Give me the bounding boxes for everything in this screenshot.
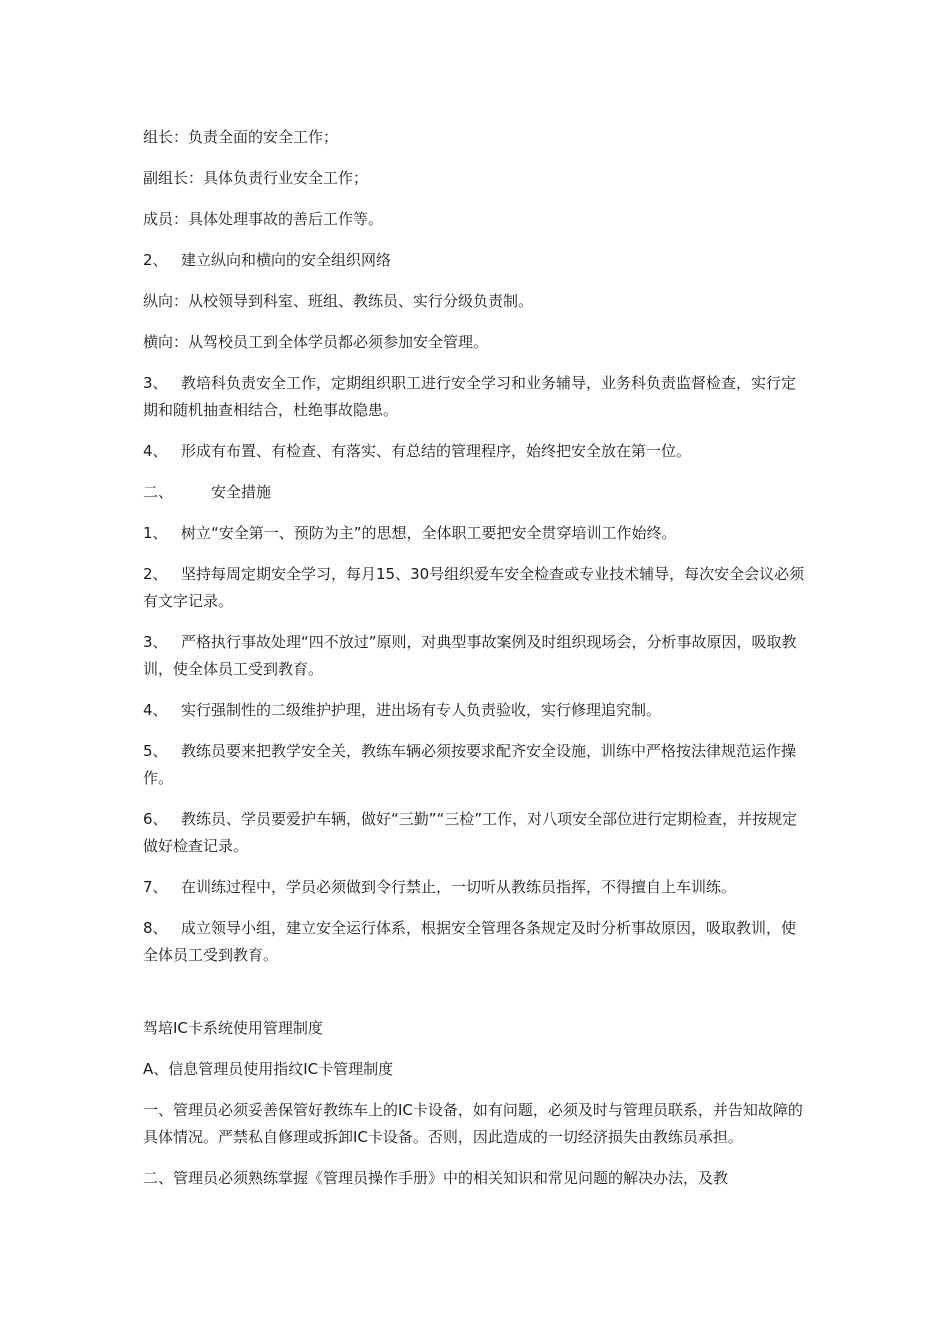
ic-paragraph-2: 二、管理员必须熟练掌握《管理员操作手册》中的相关知识和常见问题的解决办法，及教 xyxy=(143,1169,729,1187)
item-text: 坚持每周定期安全学习，每月15、30号组织爱车安全检查或专业技术辅导，每次安全会议必须有文字记录。 xyxy=(143,565,805,610)
org-item-2 xyxy=(143,247,808,274)
measure-item-2 xyxy=(143,561,808,615)
measure-item-6 xyxy=(143,806,808,860)
role-members: 成员：具体处理事故的善后工作等。 xyxy=(143,210,384,228)
item-number: 4、 xyxy=(143,442,168,460)
item-text: 严格执行事故处理“四不放过”原则，对典型事故案例及时组织现场会，分析事故原因，吸取教训，使全体员工受到教育。 xyxy=(143,633,797,678)
item-text: 实行强制性的二级维护护理，进出场有专人负责验收，实行修理追究制。 xyxy=(181,701,662,719)
item-text: 教练员要来把教学安全关，教练车辆必须按要求配齐安全设施，训练中严格按法律规范运作操作。 xyxy=(143,742,797,787)
item-number: 4、 xyxy=(143,701,168,719)
org-item-3 xyxy=(143,370,808,424)
item-number: 2、 xyxy=(143,251,168,269)
measures-heading xyxy=(143,479,808,506)
role-leader: 组长：负责全面的安全工作； xyxy=(143,128,339,146)
heading-text: 安全措施 xyxy=(211,483,272,501)
item-number: 2、 xyxy=(143,565,168,583)
role-deputy: 副组长：具体负责行业安全工作； xyxy=(143,169,369,187)
heading-number: 二、 xyxy=(143,483,174,501)
item-number: 3、 xyxy=(143,374,168,392)
org-item-4 xyxy=(143,438,808,465)
ic-subtitle: A、信息管理员使用指纹IC卡管理制度 xyxy=(143,1060,394,1078)
section-spacer xyxy=(143,983,808,1015)
item-text: 建立纵向和横向的安全组织网络 xyxy=(181,251,392,269)
measure-item-5 xyxy=(143,738,808,792)
item-text: 成立领导小组，建立安全运行体系，根据安全管理各条规定及时分析事故原因，吸取教训，使全体员工受到教育。 xyxy=(143,919,797,964)
item-text: 树立“安全第一、预防为主”的思想，全体职工要把安全贯穿培训工作始终。 xyxy=(181,524,677,542)
item-text: 教练员、学员要爱护车辆，做好“三勤”“三检”工作，对八项安全部位进行定期检查，并按规定做好检查记录。 xyxy=(143,810,798,855)
item-number: 7、 xyxy=(143,878,168,896)
measure-item-3 xyxy=(143,629,808,683)
ic-title: 驾培IC卡系统使用管理制度 xyxy=(143,1019,323,1037)
item-number: 1、 xyxy=(143,524,168,542)
measure-item-7 xyxy=(143,874,808,901)
measure-item-8 xyxy=(143,915,808,969)
item-number: 8、 xyxy=(143,919,168,937)
item-number: 5、 xyxy=(143,742,168,760)
measure-item-1 xyxy=(143,520,808,547)
item-number: 6、 xyxy=(143,810,168,828)
item-number: 3、 xyxy=(143,633,168,651)
item-text: 在训练过程中，学员必须做到令行禁止，一切听从教练员指挥，不得擅自上车训练。 xyxy=(181,878,737,896)
document-body xyxy=(143,124,808,1206)
item-text: 教培科负责安全工作，定期组织职工进行安全学习和业务辅导，业务科负责监督检查，实行定期和随机抽查相结合，杜绝事故隐患。 xyxy=(143,374,797,419)
item-text: 形成有布置、有检查、有落实、有总结的管理程序，始终把安全放在第一位。 xyxy=(181,442,692,460)
org-vertical: 纵向：从校领导到科室、班组、教练员、实行分级负责制。 xyxy=(143,292,534,310)
ic-paragraph-1: 一、管理员必须妥善保管好教练车上的IC卡设备，如有问题，必须及时与管理员联系，并告知故障的具体情况。严禁私自修理或拆卸IC卡设备。否则，因此造成的一切经济损失由教练员承担。 xyxy=(143,1101,803,1146)
measure-item-4 xyxy=(143,697,808,724)
org-horizontal: 横向：从驾校员工到全体学员都必须参加安全管理。 xyxy=(143,333,489,351)
